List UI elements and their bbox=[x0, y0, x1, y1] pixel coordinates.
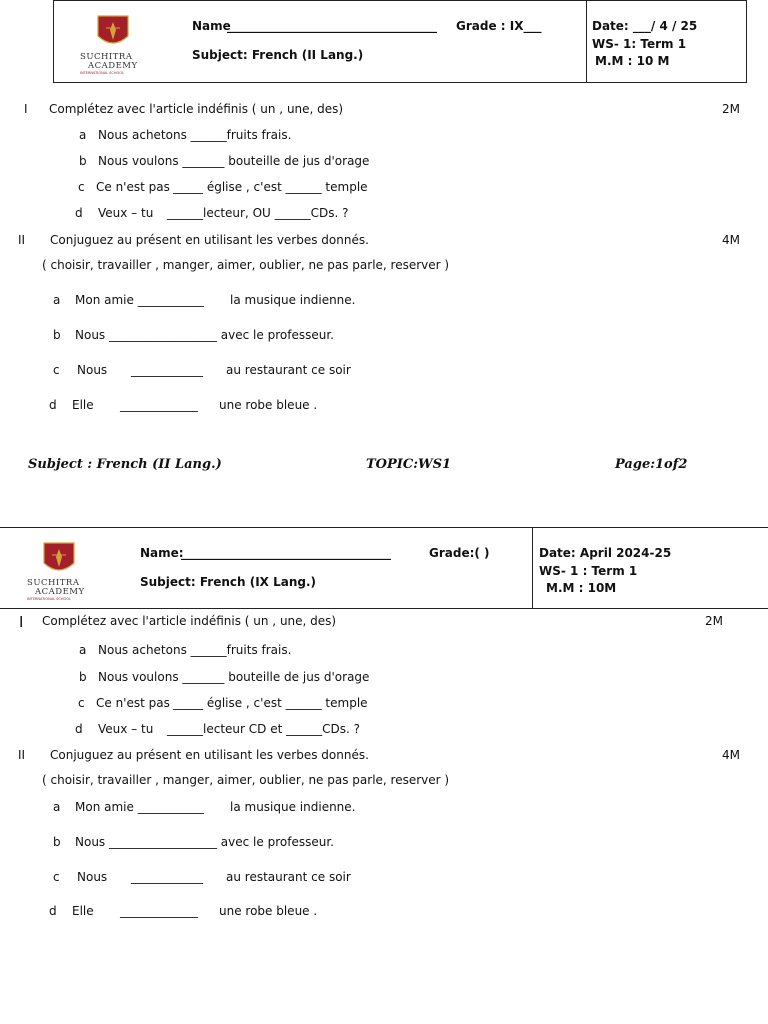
q1-item-letter: d bbox=[75, 722, 83, 736]
school-logo bbox=[78, 14, 148, 76]
q2-item-subject[interactable]: Mon amie ___________ bbox=[75, 800, 204, 814]
q2-item-subject: Nous bbox=[77, 870, 108, 884]
q2-marks: 4M bbox=[722, 233, 740, 247]
q2-marks: 4M bbox=[722, 748, 740, 762]
q2-item-blank[interactable]: _____________ bbox=[120, 904, 198, 918]
header-divider bbox=[532, 528, 533, 608]
q2-item-rest: une robe bleue . bbox=[219, 904, 318, 918]
q1-item-text: Veux – tu bbox=[98, 722, 154, 736]
q2-item-rest: la musique indienne. bbox=[230, 800, 356, 814]
logo-line3: INTERNATIONAL SCHOOL bbox=[80, 71, 124, 75]
subject-label: Subject: French (II Lang.) bbox=[192, 48, 364, 62]
school-logo bbox=[27, 541, 97, 603]
q2-item-subject[interactable]: Nous __________________ avec le professeur. bbox=[75, 835, 334, 849]
q2-number: II bbox=[18, 233, 26, 247]
q2-item-letter: b bbox=[53, 835, 61, 849]
q1-number: I bbox=[19, 613, 24, 631]
date-field[interactable]: Date: ___/ 4 / 25 bbox=[592, 19, 698, 33]
q2-item-blank[interactable]: ____________ bbox=[131, 363, 203, 377]
q2-item-subject: Nous bbox=[77, 363, 108, 377]
q1-item-letter: a bbox=[79, 128, 87, 142]
q1-item-text[interactable]: Nous achetons ______fruits frais. bbox=[98, 643, 292, 657]
q2-item-subject[interactable]: Nous __________________ avec le professeur. bbox=[75, 328, 334, 342]
max-marks: M.M : 10M bbox=[546, 581, 617, 595]
q2-instruction: Conjuguez au présent en utilisant les verbes donnés. bbox=[50, 233, 369, 247]
q2-item-subject[interactable]: Mon amie ___________ bbox=[75, 293, 204, 307]
q2-item-letter: a bbox=[53, 293, 61, 307]
name-label: Name bbox=[192, 19, 231, 33]
q2-verb-list: ( choisir, travailler , manger, aimer, oublier, ne pas parle, reserver ) bbox=[42, 773, 450, 787]
q2-item-letter: c bbox=[53, 870, 60, 884]
q2-number: II bbox=[18, 748, 26, 762]
max-marks: M.M : 10 M bbox=[595, 54, 670, 68]
q1-marks: 2M bbox=[722, 102, 740, 116]
q1-instruction: Complétez avec l'article indéfinis ( un , une, des) bbox=[49, 102, 344, 116]
q2-item-rest: au restaurant ce soir bbox=[226, 870, 351, 884]
footer-topic: TOPIC:WS1 bbox=[366, 457, 452, 472]
q1-number: I bbox=[24, 102, 28, 116]
q2-item-letter: a bbox=[53, 800, 61, 814]
q1-item-blanks[interactable]: _____ église , c'est ______ temple bbox=[173, 696, 368, 710]
ws-label: WS- 1 : Term 1 bbox=[539, 564, 638, 578]
q1-item-blanks[interactable]: ______lecteur, OU ______CDs. ? bbox=[167, 206, 349, 220]
q2-item-letter: c bbox=[53, 363, 60, 377]
q1-item-text: Ce n'est pas bbox=[96, 180, 170, 194]
q2-item-letter: b bbox=[53, 328, 61, 342]
q1-marks: 2M bbox=[705, 614, 723, 628]
header-divider bbox=[586, 1, 587, 82]
q2-instruction: Conjuguez au présent en utilisant les verbes donnés. bbox=[50, 748, 369, 762]
q2-item-letter: d bbox=[49, 904, 57, 918]
q2-item-blank[interactable]: ____________ bbox=[131, 870, 203, 884]
q1-item-letter: c bbox=[78, 696, 85, 710]
q2-item-blank[interactable]: _____________ bbox=[120, 398, 198, 412]
q1-item-blanks[interactable]: ______lecteur CD et ______CDs. ? bbox=[167, 722, 360, 736]
logo-line1: SUCHITRA bbox=[27, 578, 80, 588]
q1-item-text[interactable]: Nous voulons _______ bouteille de jus d'orage bbox=[98, 154, 370, 168]
q2-item-subject: Elle bbox=[72, 904, 94, 918]
name-label: Name: bbox=[140, 546, 184, 560]
q2-item-letter: d bbox=[49, 398, 57, 412]
logo-line2: ACADEMY bbox=[88, 61, 138, 71]
footer-subject: Subject : French (II Lang.) bbox=[28, 457, 222, 472]
q1-item-text: Ce n'est pas bbox=[96, 696, 170, 710]
q1-instruction: Complétez avec l'article indéfinis ( un , une, des) bbox=[42, 614, 337, 628]
q1-item-text: Veux – tu bbox=[98, 206, 154, 220]
q1-item-letter: a bbox=[79, 643, 87, 657]
subject-label: Subject: French (IX Lang.) bbox=[140, 575, 317, 589]
q1-item-text[interactable]: Nous voulons _______ bouteille de jus d'orage bbox=[98, 670, 370, 684]
logo-line2: ACADEMY bbox=[35, 587, 85, 597]
grade-field[interactable]: Grade:( ) bbox=[429, 546, 490, 560]
q1-item-letter: b bbox=[79, 670, 87, 684]
grade-field[interactable]: Grade : IX___ bbox=[456, 19, 542, 33]
footer-page: Page:1of2 bbox=[615, 457, 688, 472]
q1-item-text[interactable]: Nous achetons ______fruits frais. bbox=[98, 128, 292, 142]
logo-line3: INTERNATIONAL SCHOOL bbox=[27, 597, 71, 601]
name-field[interactable]: ___________________________________ bbox=[181, 546, 391, 560]
date-field[interactable]: Date: April 2024-25 bbox=[539, 546, 672, 560]
ws-label: WS- 1: Term 1 bbox=[592, 37, 687, 51]
q2-item-rest: une robe bleue . bbox=[219, 398, 318, 412]
q1-item-letter: c bbox=[78, 180, 85, 194]
logo-line1: SUCHITRA bbox=[80, 52, 133, 62]
q2-verb-list: ( choisir, travailler , manger, aimer, oublier, ne pas parle, reserver ) bbox=[42, 258, 450, 272]
sheet2-header-box bbox=[0, 527, 768, 609]
q1-item-blanks[interactable]: _____ église , c'est ______ temple bbox=[173, 180, 368, 194]
name-field[interactable]: ___________________________________ bbox=[227, 19, 437, 33]
q1-item-letter: d bbox=[75, 206, 83, 220]
q2-item-subject: Elle bbox=[72, 398, 94, 412]
q2-item-rest: la musique indienne. bbox=[230, 293, 356, 307]
q1-item-letter: b bbox=[79, 154, 87, 168]
q2-item-rest: au restaurant ce soir bbox=[226, 363, 351, 377]
